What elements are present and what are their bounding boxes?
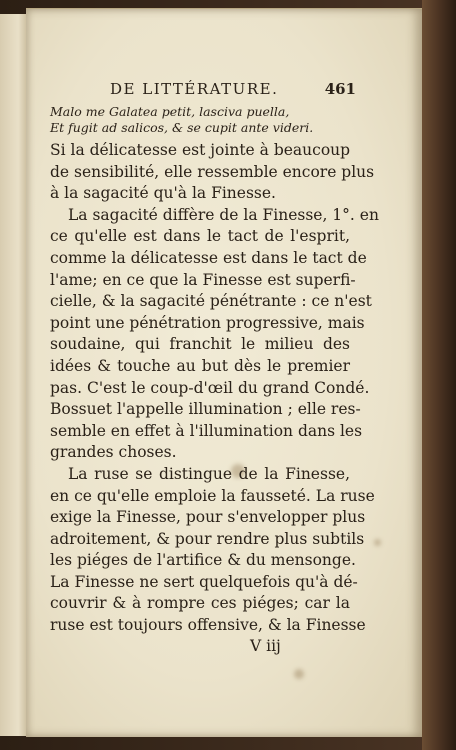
text-line: l'ame; en ce que la Finesse est superfi- bbox=[50, 270, 356, 289]
text-line: adroitement, & pour rendre plus subtils bbox=[50, 529, 365, 548]
page-number: 461 bbox=[324, 80, 356, 98]
text-line: en ce qu'elle emploie la fausseté. La ruse bbox=[50, 486, 375, 505]
text-line: exige la Finesse, pour s'envelopper plus bbox=[50, 508, 366, 527]
text-line: à la sagacité qu'à la Finesse. bbox=[50, 184, 276, 203]
text-line: La Finesse ne sert quelquefois qu'à dé- bbox=[50, 572, 358, 591]
text-line: ruse est toujours offensive, & la Finesse bbox=[50, 616, 366, 635]
text-line: de sensibilité, elle ressemble encore plus bbox=[50, 162, 375, 181]
foxing-stain bbox=[374, 539, 381, 546]
text-line: ce qu'elle est dans le tact de l'esprit, bbox=[50, 227, 350, 246]
signature-mark: V iij bbox=[250, 636, 281, 655]
text-line: semble en effet à l'illumination dans les bbox=[50, 421, 363, 440]
text-line: les piéges de l'artifice & du mensonge. bbox=[50, 551, 356, 570]
quote-line: Malo me Galatea petit, lasciva puella, bbox=[50, 104, 290, 119]
text-line: La ruse se distingue de la Finesse, bbox=[68, 464, 350, 483]
latin-quote bbox=[50, 104, 350, 136]
page-text bbox=[50, 80, 379, 655]
text-line: Si la délicatesse est jointe à beaucoup bbox=[50, 141, 351, 159]
text-line: comme la délicatesse est dans le tact de bbox=[50, 248, 367, 267]
text-line: grandes choses. bbox=[50, 443, 177, 462]
text-line: cielle, & la sagacité pénétrante : ce n'est bbox=[50, 292, 372, 311]
previous-page-edge bbox=[0, 14, 27, 736]
text-line: pas. C'est le coup-d'œil du grand Condé. bbox=[50, 378, 370, 397]
text-line: idées & touche au but dès le premier bbox=[50, 356, 350, 375]
text-line: point une pénétration progressive, mais bbox=[50, 313, 365, 332]
text-line: couvrir & à rompre ces piéges; car la bbox=[50, 594, 350, 613]
book-binding-edge bbox=[422, 0, 456, 750]
quote-line: Et fugit ad salicos, & se cupit ante videri. bbox=[50, 120, 314, 135]
running-header bbox=[110, 80, 356, 98]
running-title: DE LITTÉRATURE. bbox=[110, 80, 279, 98]
text-line: Bossuet l'appelle illumination ; elle res- bbox=[50, 400, 361, 419]
foxing-stain bbox=[294, 669, 304, 679]
text-line: soudaine, qui franchit le milieu des bbox=[50, 335, 350, 354]
body-text bbox=[50, 140, 379, 637]
text-line: La sagacité diffère de la Finesse, 1°. en bbox=[68, 205, 379, 224]
